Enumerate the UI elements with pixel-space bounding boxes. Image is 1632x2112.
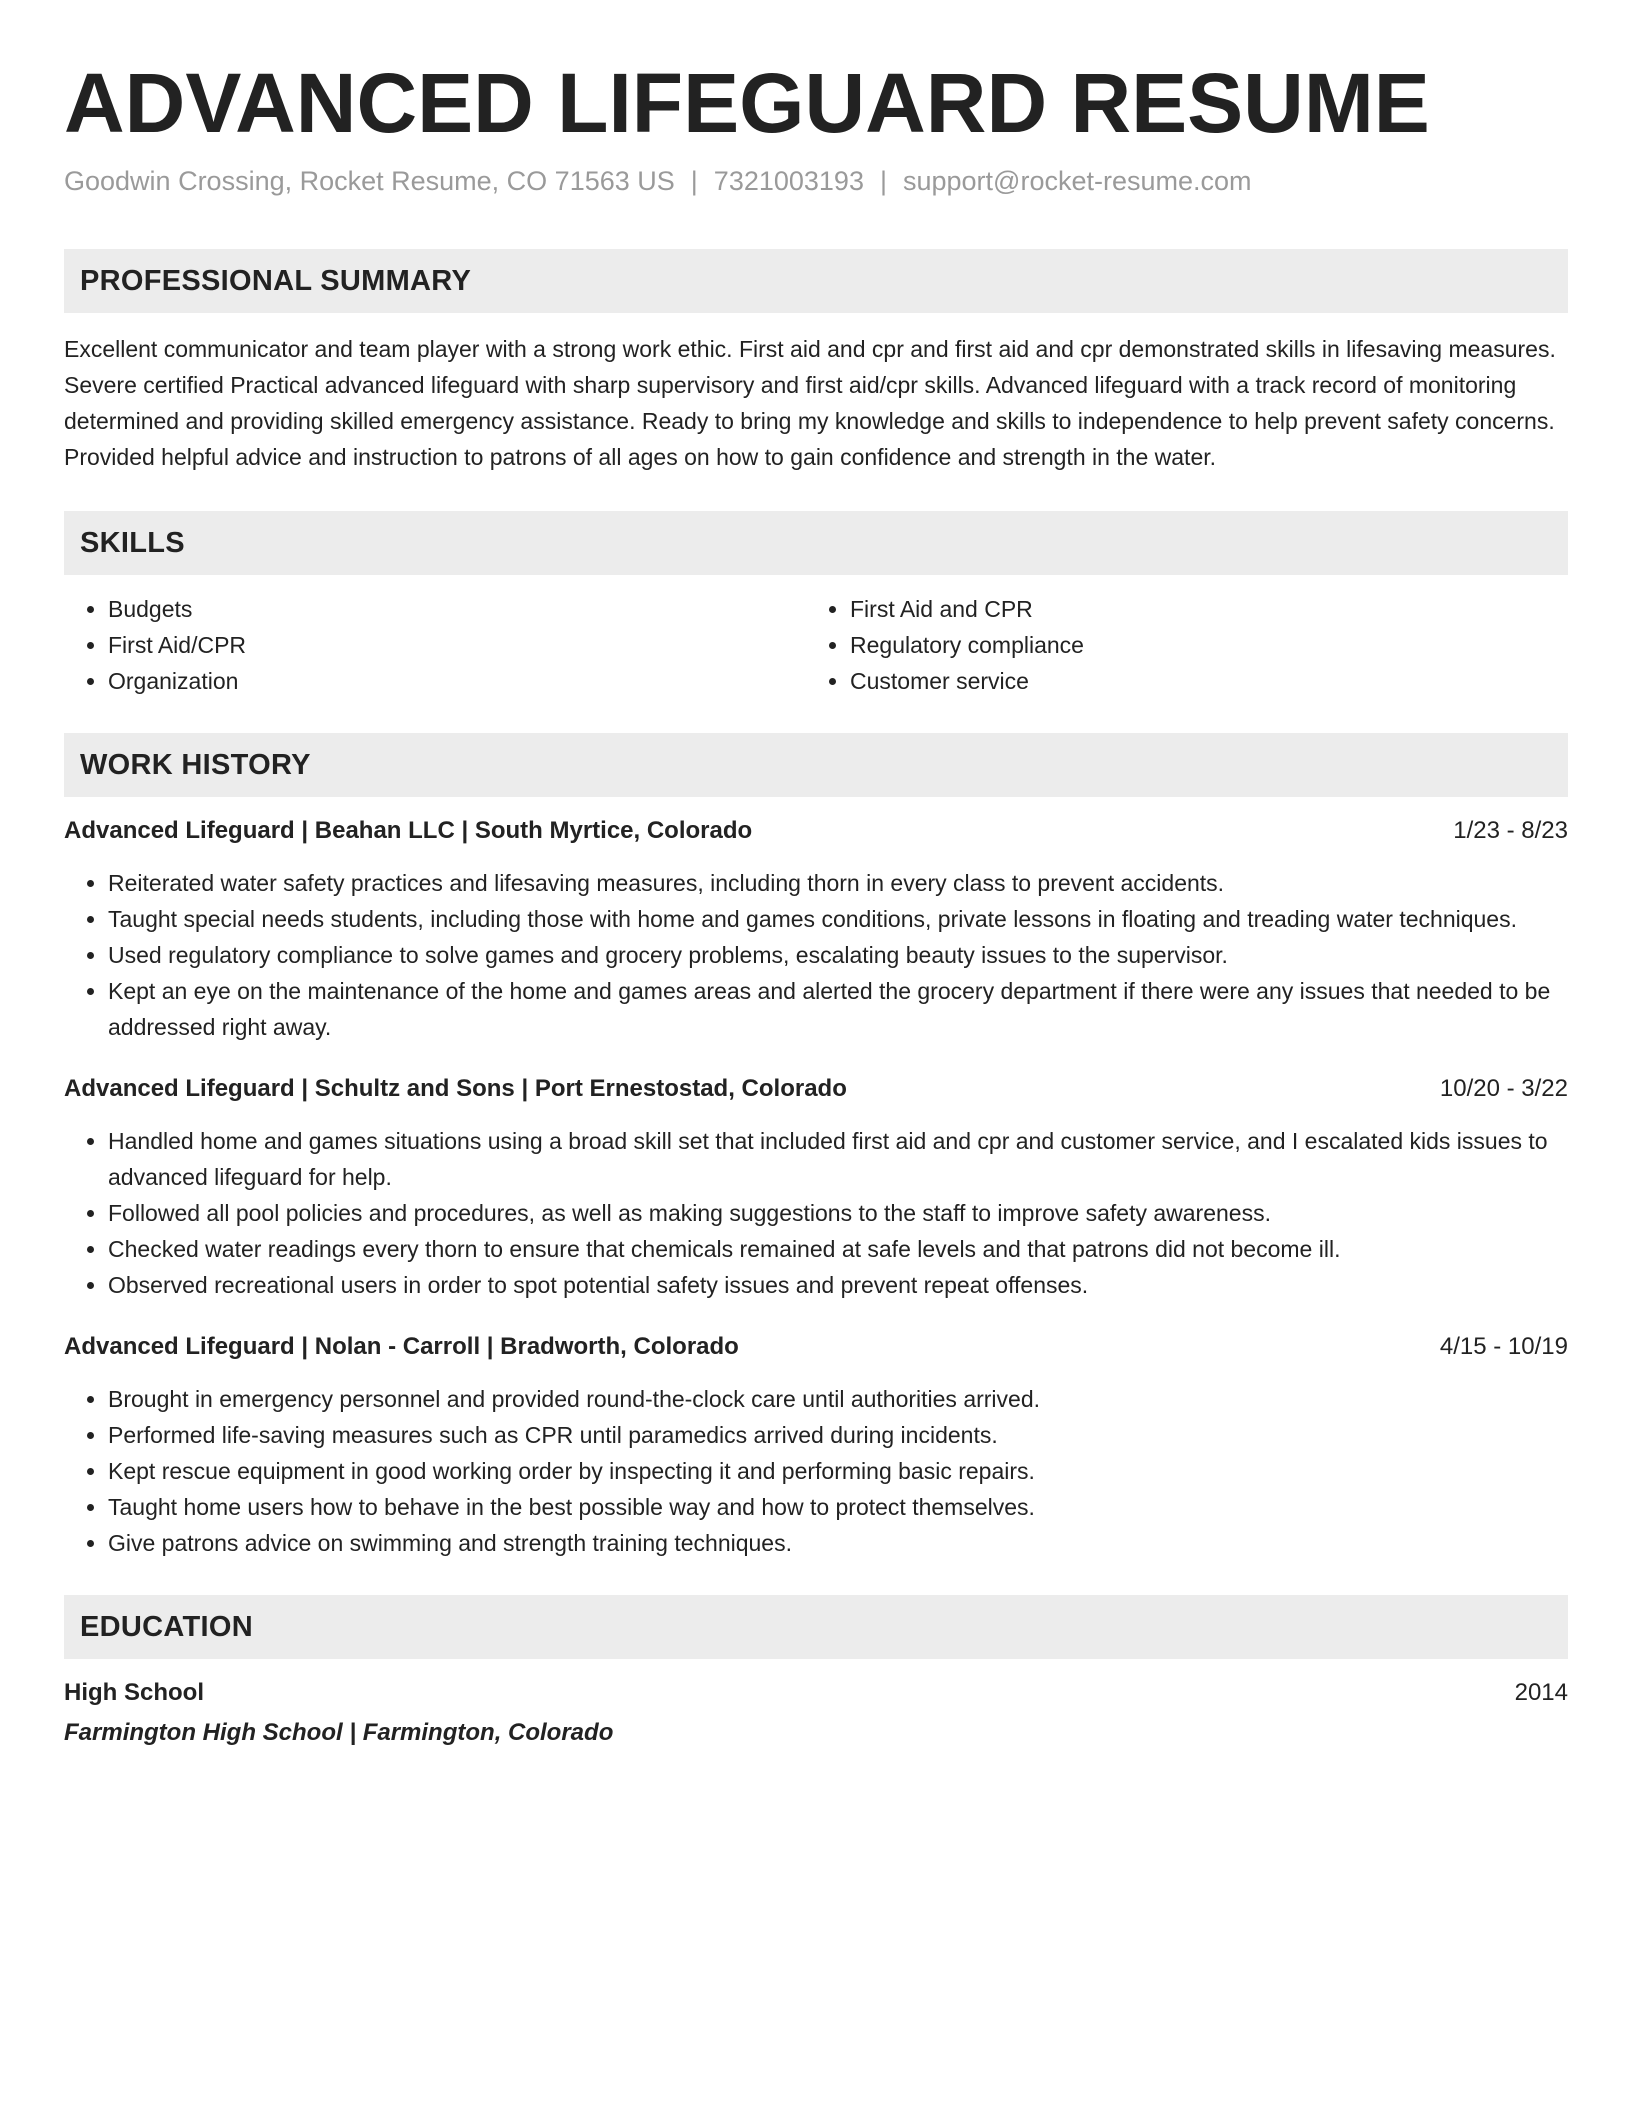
skills-column-left xyxy=(64,591,806,699)
job-bullet: • Handled home and games situations using a broad skill set that included first aid and cpr and customer service, and I escalated kids issues to advanced lifeguard for help. xyxy=(108,1123,1568,1195)
job-title: Advanced Lifeguard | Nolan - Carroll | Bradworth, Colorado xyxy=(64,1333,739,1361)
summary-heading: PROFESSIONAL SUMMARY xyxy=(64,249,1568,313)
job-dates: 1/23 - 8/23 xyxy=(1453,817,1568,845)
job-bullet: • Performed life-saving measures such as CPR until paramedics arrived during incidents. xyxy=(108,1417,1568,1453)
contact-address: Goodwin Crossing, Rocket Resume, CO 71563 US xyxy=(64,166,675,197)
job-entry xyxy=(64,1329,1568,1561)
education-degree: High School xyxy=(64,1679,204,1707)
job-bullet: • Followed all pool policies and procedures, as well as making suggestions to the staff to improve safety awareness. xyxy=(108,1195,1568,1231)
skills-column-right xyxy=(806,591,1548,699)
skill-item: • Budgets xyxy=(108,591,806,627)
summary-text: Excellent communicator and team player with a strong work ethic. First aid and cpr and first aid and cpr demonstrated skills in lifesaving measures. Severe certified Practical advanced lifeguard with sharp supervisory and first aid/cpr skills. Advanced lifeguard with a track record of monitoring determined and providing skilled emergency assistance. Ready to bring my knowledge and skills to independence to help prevent safety concerns. Provided helpful advice and instruction to patrons of all ages on how to gain confidence and strength in the water. xyxy=(64,336,1556,471)
job-header xyxy=(64,1071,1568,1107)
skill-item: • First Aid/CPR xyxy=(108,627,806,663)
job-header xyxy=(64,813,1568,849)
job-bullet: • Observed recreational users in order to spot potential safety issues and prevent repeat offenses. xyxy=(108,1267,1568,1303)
job-bullet: • Brought in emergency personnel and provided round-the-clock care until authorities arrived. xyxy=(108,1381,1568,1417)
job-header xyxy=(64,1329,1568,1365)
job-title: Advanced Lifeguard | Schultz and Sons | Port Ernestostad, Colorado xyxy=(64,1075,847,1103)
education-header xyxy=(64,1675,1568,1711)
summary-section xyxy=(64,249,1568,475)
skill-item: • Organization xyxy=(108,663,806,699)
job-bullet: • Kept an eye on the maintenance of the home and games areas and alerted the grocery department if there were any issues that needed to be addressed right away. xyxy=(108,973,1568,1045)
skills-section xyxy=(64,511,1568,699)
contact-separator: | xyxy=(690,166,698,197)
job-entry xyxy=(64,1071,1568,1303)
job-bullet: • Reiterated water safety practices and lifesaving measures, including thorn in every class to prevent accidents. xyxy=(108,865,1568,901)
resume-title: ADVANCED LIFEGUARD RESUME xyxy=(64,56,1430,150)
job-title: Advanced Lifeguard | Beahan LLC | South Myrtice, Colorado xyxy=(64,817,753,845)
job-bullet: • Kept rescue equipment in good working order by inspecting it and performing basic repairs. xyxy=(108,1453,1568,1489)
job-dates: 10/20 - 3/22 xyxy=(1439,1075,1568,1103)
resume-page xyxy=(64,56,1568,1751)
job-bullet: • Taught special needs students, including those with home and games conditions, private lessons in floating and treading water techniques. xyxy=(108,901,1568,937)
skill-item: • Regulatory compliance xyxy=(850,627,1548,663)
contact-email: support@rocket-resume.com xyxy=(902,166,1252,197)
education-date: 2014 xyxy=(1514,1679,1568,1707)
skill-item: • First Aid and CPR xyxy=(850,591,1548,627)
skill-item: • Customer service xyxy=(850,663,1548,699)
job-bullet: • Give patrons advice on swimming and strength training techniques. xyxy=(108,1525,1568,1561)
education-section xyxy=(64,1595,1568,1751)
skills-heading: SKILLS xyxy=(64,511,1568,575)
education-heading: EDUCATION xyxy=(64,1595,1568,1659)
job-bullet: • Taught home users how to behave in the best possible way and how to protect themselves. xyxy=(108,1489,1568,1525)
education-school: Farmington High School | Farmington, Colorado xyxy=(64,1719,614,1747)
education-entry xyxy=(64,1675,1568,1751)
job-bullets xyxy=(64,865,1568,1045)
contact-line xyxy=(64,164,1568,199)
work-history-heading: WORK HISTORY xyxy=(64,733,1568,797)
contact-separator: | xyxy=(879,166,887,197)
job-bullet: • Used regulatory compliance to solve games and grocery problems, escalating beauty issues to the supervisor. xyxy=(108,937,1568,973)
contact-phone: 7321003193 xyxy=(713,166,864,197)
job-bullets xyxy=(64,1123,1568,1303)
job-entry xyxy=(64,813,1568,1045)
job-bullets xyxy=(64,1381,1568,1561)
job-bullet: • Checked water readings every thorn to ensure that chemicals remained at safe levels and that patrons did not become ill. xyxy=(108,1231,1568,1267)
job-dates: 4/15 - 10/19 xyxy=(1439,1333,1568,1361)
skills-grid xyxy=(64,591,1568,699)
work-history-section xyxy=(64,733,1568,1561)
